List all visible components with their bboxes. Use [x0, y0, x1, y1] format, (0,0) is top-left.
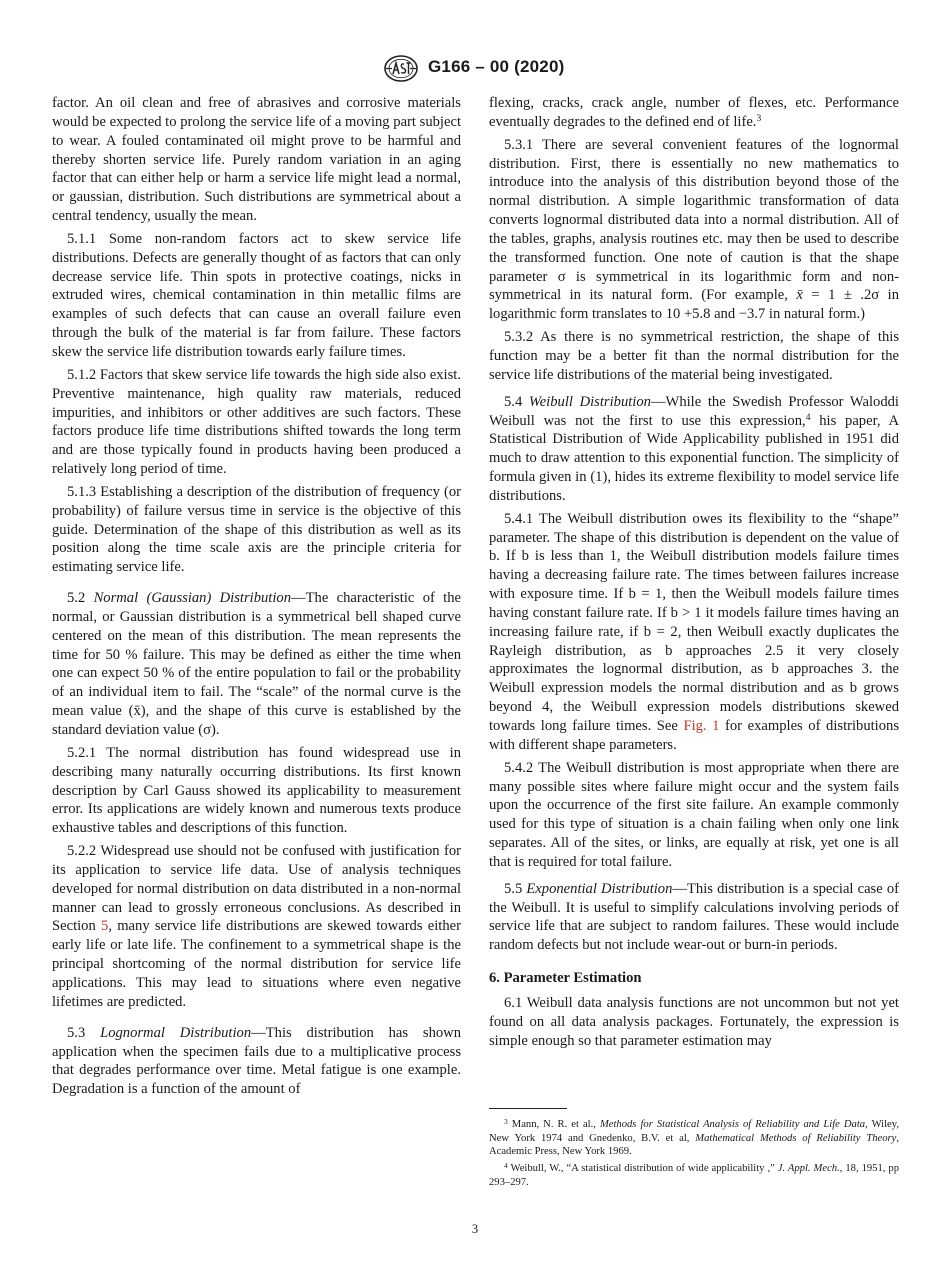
paragraph-5-1-1: 5.1.1 Some non-random factors act to skew service life distributions. Defects are generally thought of as factors that can only decrease service life. Thin spots in protective coatings, nicks in extruded wires, chemical contamination in thin metallic films are examples of such defects that can cause an overall failure even through the bulk of the material is far from failure. These factors skew the service life distribution towards early failure times. [52, 230, 461, 360]
footnote-text: Mann, N. R. et al., [507, 1119, 600, 1130]
paragraph-text: —While the Swedish Professor Waloddi Weibull was not the first to use this expression, [489, 393, 899, 429]
footnote-book-title: Methods for Statistical Analysis of Reliability and Life Data [599, 1119, 866, 1130]
paragraph-5-4-2: 5.4.2 The Weibull distribution is most appropriate when there are many possible sites where failure might occur and the system fails upon the occurrence of the first site failure. An example commonly used for this type of situation is a chain failing when only one link separates. All of the sites, or links, are equally at risk, yet one is all that is required for total failure. [489, 759, 899, 870]
section-title: Lognormal Distribution [100, 1024, 252, 1041]
paragraph-5-3-2: 5.3.2 As there is no symmetrical restriction, the shape of this function may be a better fit than the normal distribution for the service life distributions of the material being investigated. [489, 329, 899, 383]
paragraph-5-3-1 [489, 136, 899, 324]
paragraph-5-4-1 [489, 510, 899, 755]
footnote-3 [489, 1118, 899, 1159]
paragraph-text: 5.3.1 There are several convenient features of the lognormal distribution. First, there is essentially no new mathematics to introduce into the analysis of this distribution beyond those of the normal distribution. A simple logarithmic transformation of data converts lognormal distributed data into a normal distribution. All of the tables, graphs, analysis routines etc. may then be used to describe the transformed function. One note of caution is that the shape parameter σ is symmetrical in its logarithmic form and non-symmetrical in its natural form. (For example, [489, 136, 899, 304]
paragraph-text: his paper, A Statistical Distribution of Wide Applicability published in 1951 did much to draw attention to this exponential function. The simplicity of formula given in (1), hides its extreme flexibility to model service life distributions. [489, 412, 899, 504]
paragraph-5-1-3: 5.1.3 Establishing a description of the distribution of frequency (or probability) of failure versus time in service is the objective of this guide. Determination of the shape of this distribution as well as its position along the time scale axis are the principle criteria for estimating service life. [52, 483, 461, 576]
section-title: Weibull Distribution [528, 393, 651, 410]
paragraph-continuation: factor. An oil clean and free of abrasives and corrosive materials would be expected to prolong the service life of a moving part subject to wear. A fouled contaminated oil might prove to be harmful and thereby shorten service life. Purely random variation in an aging factor that can either help or harm a service life might lead a normal, or gaussian, distribution. Such distributions are symmetrical about a central tendency, usually the mean. [52, 95, 461, 225]
section-title: Exponential Distribution [526, 880, 673, 897]
paragraph-text: for examples of distributions with different shape parameters. [489, 718, 900, 753]
footnote-text: , Wiley, New York 1974 and Gnedenko, B.V. et al, [489, 1119, 900, 1144]
paragraph-text: —The characteristic of the normal, or Gaussian distribution is a symmetrical bell shaped curve centered on the mean of this distribution. The mean represents the time for 50 % failure. This may be defined as either the time when one can expect 50 % of the entire population to fail or the probability of an individual item to fail. The “scale” of the normal curve is the mean value (x̄), and the shape of this curve is established by the standard deviation value (σ). [52, 590, 461, 738]
paragraph-text: —This distribution has shown application when the specimen fails due to a multiplicative process that degrades performance over time. Metal fatigue is one example. Degradation is a function of the amount of [52, 1024, 461, 1098]
left-column [52, 94, 461, 1099]
footnote-number: 4 [504, 1161, 508, 1170]
footnote-4 [489, 1162, 899, 1189]
paragraph-5-5 [489, 880, 899, 955]
paragraph-6-1: 6.1 Weibull data analysis functions are not uncommon but not yet found on all data analysis packages. Fortunately, the expression is simple enough so that parameter estimation may [489, 994, 899, 1049]
page-number: 3 [471, 1222, 479, 1236]
footnote-book-title: Mathematical Methods of Reliability Theory [695, 1132, 897, 1144]
section-5-link[interactable]: 5 [101, 918, 109, 935]
section-number: 5.4 [504, 393, 523, 410]
footnote-text: Weibull, W., “A statistical distribution of wide applicability ,” [507, 1163, 778, 1174]
footnote-ref-4: 4 [805, 412, 811, 423]
paragraph-text: 5.4.1 The Weibull distribution owes its flexibility to the “shape” parameter. The shape of this distribution is dependent on the value of b. If b is less than 1, the Weibull distribution models failure times having a decreasing failure rate. The times between failures increase with exposure time. If b = 1, then the Weibull models failure times having constant failure rate. If b > 1 it models failure times having an increasing failure rate, if b = 2, then Weibull exactly duplicates the Rayleigh distribution, as b approaches 2.5 it very closely approximates the lognormal distribution, as b approaches 3. the Weibull expression models the normal distribution and as b grows beyond 4, the Weibull expression models distributions skewed towards long failure times. See [489, 510, 899, 734]
paragraph-text: 5.2.2 Widespread use should not be confused with justification for its application to service life data. Use of analysis techniques developed for normal distribution on data distributed in a non-normal manner can lead to grossly erroneous conclusions. As described in Section [52, 843, 461, 935]
section-number: 5.3 [67, 1024, 86, 1041]
paragraph-5-2-2 [52, 842, 461, 1012]
paragraph-5-4 [489, 393, 899, 506]
footnote-ref-3: 3 [756, 113, 762, 124]
paragraph-text: —This distribution is a special case of the Weibull. It is useful to simplify calculations involving periods of service life that are subject to random failures. These would include random defects but not include wear-out or burn-in periods. [489, 880, 900, 954]
right-column [489, 94, 899, 1051]
paragraph-5-2-1: 5.2.1 The normal distribution has found widespread use in describing many naturally occurring distributions. Its first known description by Carl Gauss showed its applicability to measurement error. Its applications are widely known and numerous texts produce exhaustive tables and descriptions of this function. [52, 744, 461, 837]
standard-designation: G166 – 00 (2020) [428, 57, 565, 76]
paragraph-5-2 [52, 589, 461, 740]
paragraph-5-3 [52, 1024, 461, 1099]
paragraph-5-3-continuation [489, 94, 899, 132]
footnote-text: , Academic Press, New York 1969. [489, 1132, 899, 1157]
section-title: Normal (Gaussian) Distribution [93, 590, 292, 607]
section-6-heading: 6. Parameter Estimation [489, 970, 642, 987]
section-number: 5.2 [67, 590, 86, 607]
paragraph-text: , many service life distributions are skewed towards either early life or late life. The confinement to a symmetrical shape is the principal shortcoming of the normal distribution for service life applications. This may lead to situations where even negative lifetimes are predicted. [52, 918, 461, 1010]
footnote-number: 3 [504, 1117, 508, 1126]
section-number: 5.5 [504, 880, 523, 897]
paragraph-5-1-2: 5.1.2 Factors that skew service life towards the high side also exist. Preventive maintenance, high quality raw materials, reduced impurities, and inhibitors or other additives are such factors. These factors produce life time distributions shifted towards the long term and are those typically found in products having been produced a relatively long period of time. [52, 366, 461, 478]
paragraph-text: flexing, cracks, crack angle, number of flexes, etc. Performance eventually degrades to the defined end of life. [489, 95, 899, 130]
footnote-divider [489, 1108, 567, 1109]
figure-1-link[interactable]: Fig. 1 [683, 718, 720, 734]
paragraph-text: = 1 ± .2σ in logarithmic form translates to 10 +5.8 and −3.7 in natural form.) [489, 287, 899, 323]
astm-logo-icon [383, 55, 419, 82]
page-header [0, 53, 950, 85]
x-bar-symbol: x̄ [796, 287, 803, 304]
footnote-text: , 18, 1951, pp 293–297. [489, 1163, 899, 1188]
footnote-journal: J. Appl. Mech. [777, 1163, 840, 1174]
